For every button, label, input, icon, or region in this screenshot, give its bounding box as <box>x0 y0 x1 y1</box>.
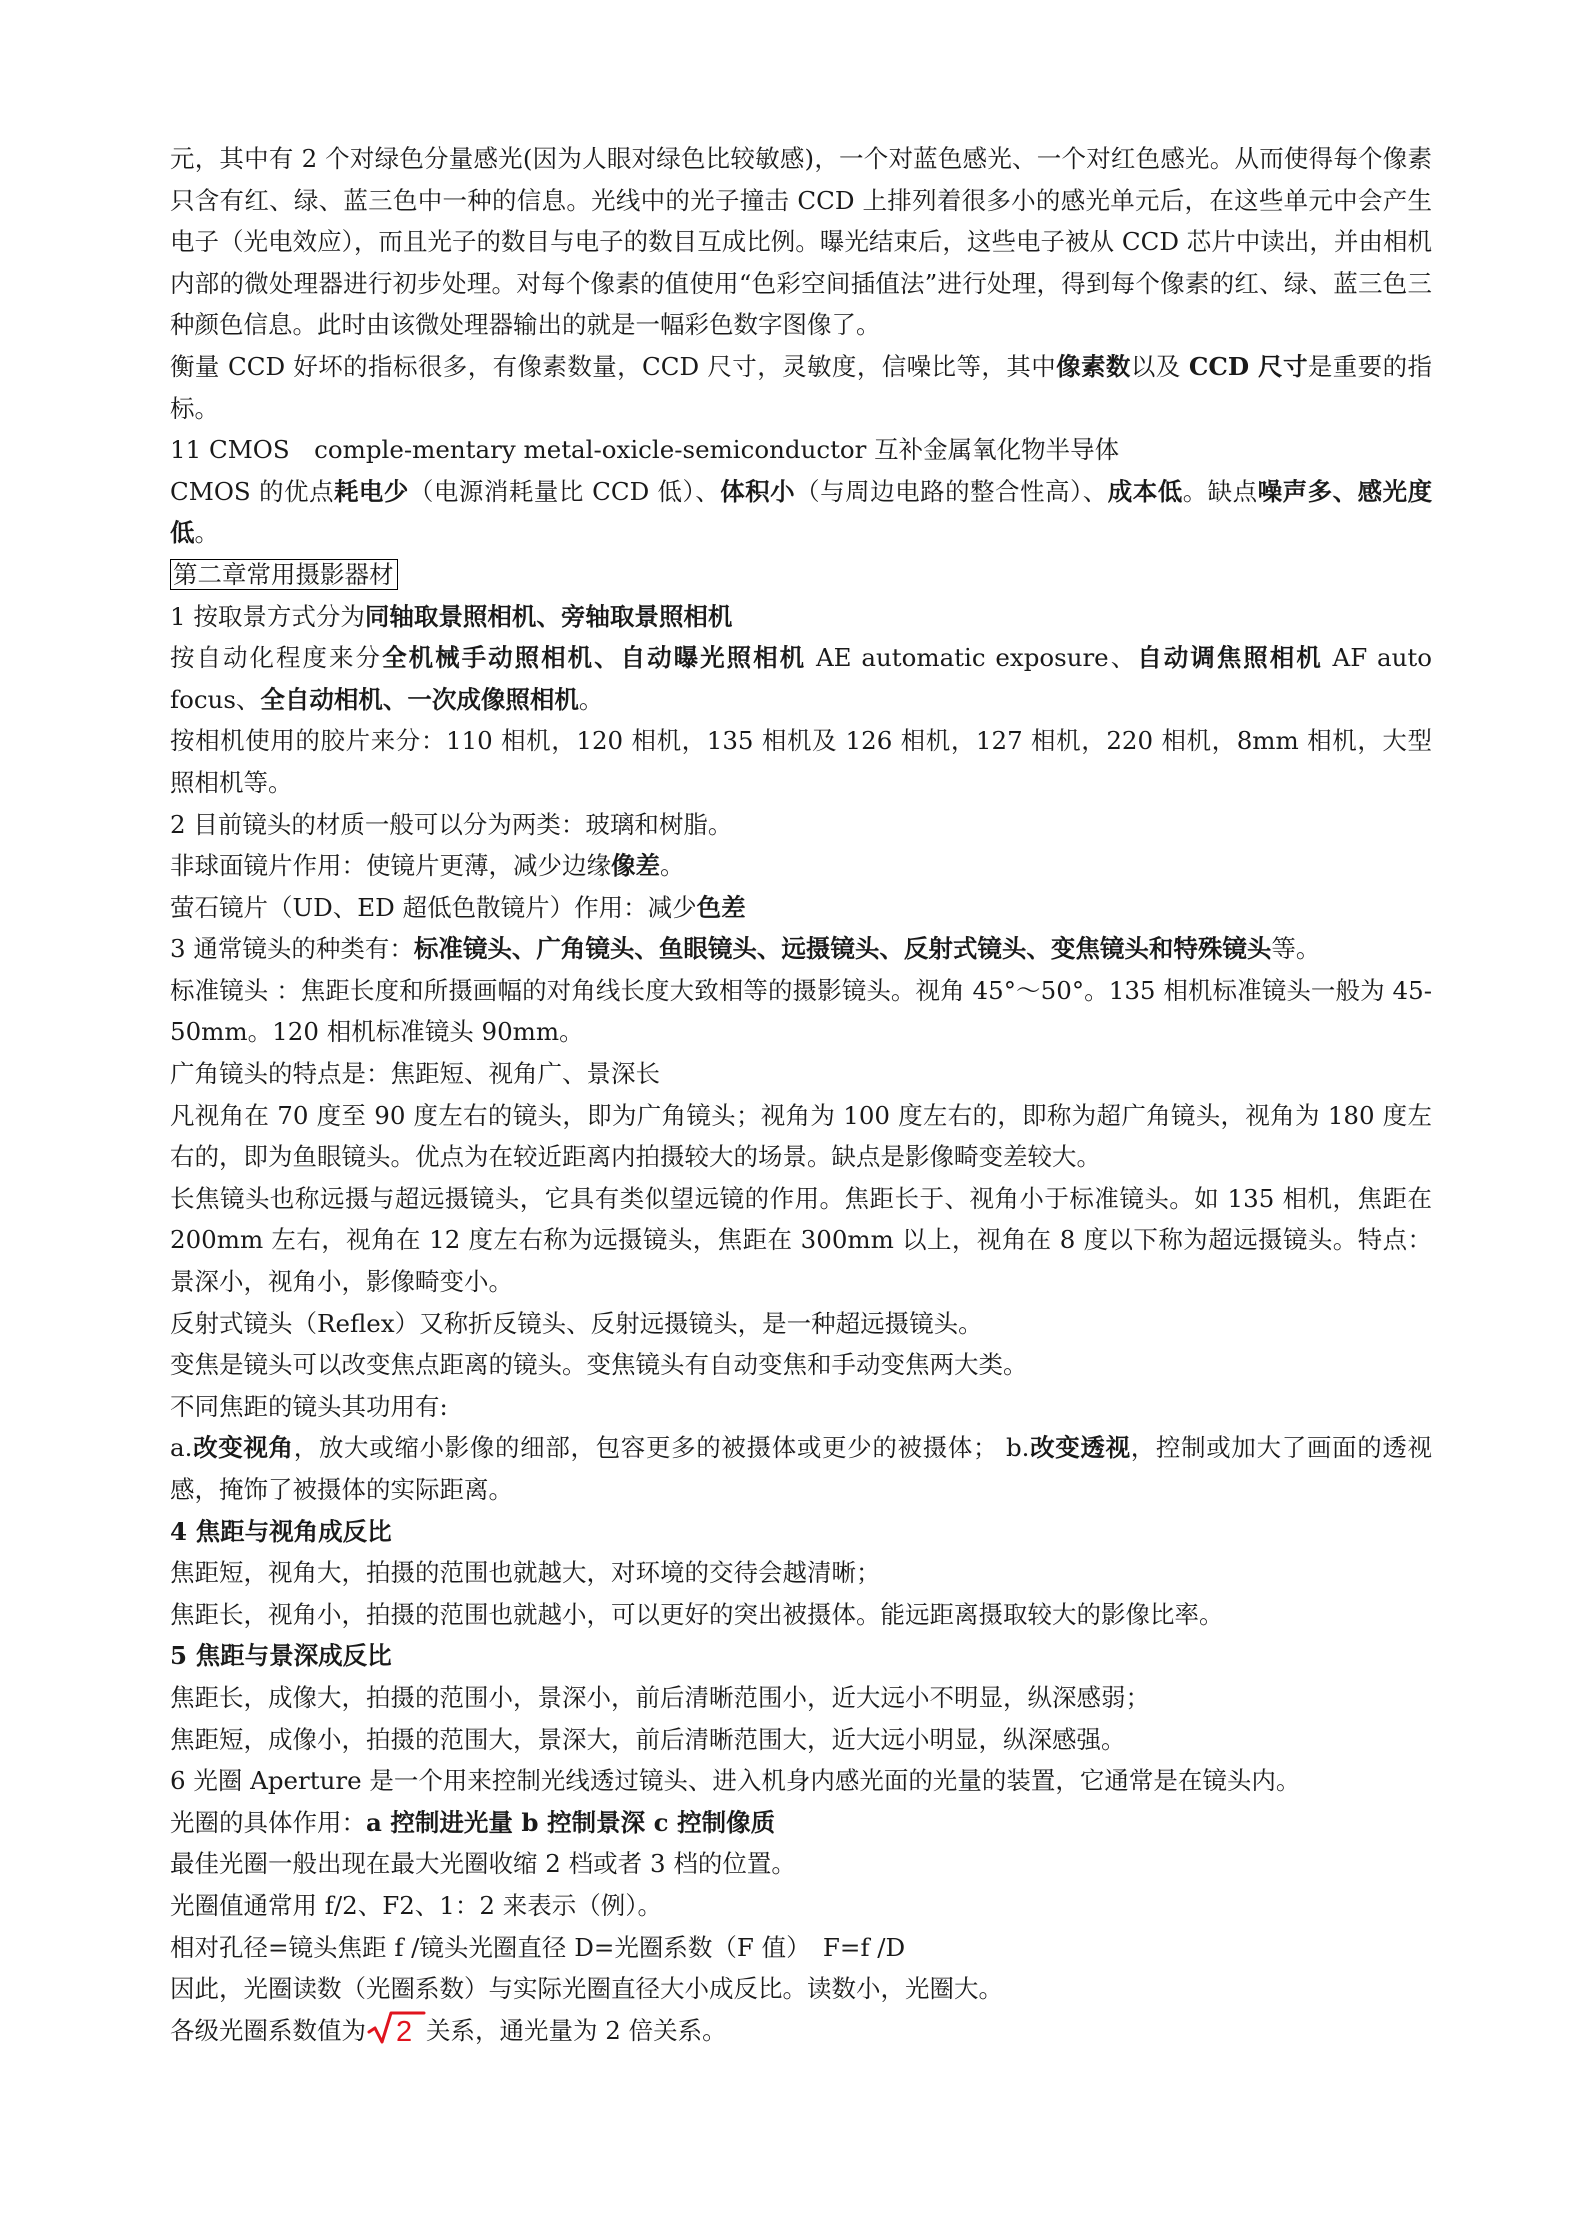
paragraph-aperture-functions: 光圈的具体作用：a 控制进光量 b 控制景深 c 控制像质 <box>170 1807 776 1837</box>
paragraph-reflex-lens: 反射式镜头（Reflex）又称折反镜头、反射远摄镜头，是一种超远摄镜头。 <box>170 1308 983 1338</box>
paragraph-long-focal-dof: 焦距长，成像大，拍摄的范围小，景深小，前后清晰范围小，近大远小不明显，纵深感弱； <box>170 1682 1150 1712</box>
chapter-title-box: 第二章常用摄影器材 <box>170 559 398 590</box>
paragraph-focal-length-uses: 不同焦距的镜头其功用有: <box>170 1391 448 1421</box>
paragraph-ccd-color-filter: 元，其中有 2 个对绿色分量感光(因为人眼对绿色比较敏感)，一个对蓝色感光、一个对红色感光。从而使得每个像素只含有红、绿、蓝三色中一种的信息。光线中的光子撞击 CCD 上排列着很多小的感光单元后，在这些单元中会产生电子（光电效应），而且光子的数目与电子的数目互成比例。曝光结束后，这些电子被从 CCD 芯片中读出，并由相机内部的微处理器进行初步处理。对每个像素的值使用“色彩空间插值法”进行处理，得到每个像素的红、绿、蓝三色三种颜色信息。此时由该微处理器输出的就是一幅彩色数字图像了。 <box>170 144 1432 340</box>
paragraph-ccd-metrics: 衡量 CCD 好坏的指标很多，有像素数量，CCD 尺寸，灵敏度，信噪比等，其中像素数以及 CCD 尺寸是重要的指标。 <box>170 351 1432 423</box>
paragraph-cmos-heading: 11 CMOS comple-mentary metal-oxicle-semiconductor 互补金属氧化物半导体 <box>170 435 1120 465</box>
paragraph-lens-material: 2 目前镜头的材质一般可以分为两类：玻璃和树脂。 <box>170 809 733 839</box>
paragraph-wide-angle-features: 广角镜头的特点是：焦距短、视角广、景深长 <box>170 1059 660 1089</box>
paragraph-long-focal: 焦距长，视角小，拍摄的范围也就越小，可以更好的突出被摄体。能远距离摄取较大的影像比率。 <box>170 1599 1224 1629</box>
paragraph-aperture-inverse: 因此，光圈读数（光圈系数）与实际光圈直径大小成反比。读数小，光圈大。 <box>170 1974 1003 2004</box>
paragraph-aperture-series: 各级光圈系数值为 2 关系，通光量为 2 倍关系。 <box>170 2010 1432 2052</box>
paragraph-optimal-aperture: 最佳光圈一般出现在最大光圈收缩 2 档或者 3 档的位置。 <box>170 1849 796 1879</box>
heading-focal-vs-dof: 5 焦距与景深成反比 <box>170 1641 392 1671</box>
paragraph-zoom-lens: 变焦是镜头可以改变焦点距离的镜头。变焦镜头有自动变焦和手动变焦两大类。 <box>170 1350 1028 1380</box>
chapter-title <box>170 554 1432 596</box>
paragraph-fluorite-lens: 萤石镜片（UD、ED 超低色散镜片）作用：减少色差 <box>170 892 746 922</box>
paragraph-lens-kinds: 3 通常镜头的种类有：标准镜头、广角镜头、鱼眼镜头、远摄镜头、反射式镜头、变焦镜头和特殊镜头等。 <box>170 934 1321 964</box>
document-page <box>170 138 1432 2051</box>
paragraph-standard-lens: 标准镜头 ：焦距长度和所摄画幅的对角线长度大致相等的摄影镜头。视角 45°～50°。135 相机标准镜头一般为 45-50mm。120 相机标准镜头 90mm。 <box>170 975 1432 1047</box>
paragraph-relative-aperture: 相对孔径=镜头焦距 f /镜头光圈直径 D=光圈系数（F 值） F=f /D <box>170 1932 906 1962</box>
paragraph-cmos-pros-cons: CMOS 的优点耗电少（电源消耗量比 CCD 低）、体积小（与周边电路的整合性高）、成本低。缺点噪声多、感光度低。 <box>170 476 1433 548</box>
paragraph-telephoto-lens: 长焦镜头也称远摄与超远摄镜头，它具有类似望远镜的作用。焦距长于、视角小于标准镜头。如 135 相机，焦距在 200mm 左右，视角在 12 度左右称为远摄镜头，焦距在 300mm 以上，视角在 8 度以下称为超远摄镜头。特点：景深小，视角小，影像畸变小。 <box>170 1183 1432 1297</box>
paragraph-uses-list: a.改变视角，放大或缩小影像的细部，包容更多的被摄体或更少的被摄体； b.改变透视，控制或加大了画面的透视感，掩饰了被摄体的实际距离。 <box>170 1433 1433 1504</box>
paragraph-aperture-notation: 光圈值通常用 f/2、F2、1：2 来表示（例）。 <box>170 1890 662 1920</box>
paragraph-short-focal-dof: 焦距短，成像小，拍摄的范围大，景深大，前后清晰范围大，近大远小明显，纵深感强。 <box>170 1724 1126 1754</box>
paragraph-film-types: 按相机使用的胶片来分：110 相机，120 相机，135 相机及 126 相机，127 相机，220 相机，8mm 相机，大型照相机等。 <box>170 726 1432 797</box>
sqrt-radicand: 2 <box>396 2015 413 2045</box>
paragraph-wide-angle-range: 凡视角在 70 度至 90 度左右的镜头，即为广角镜头；视角为 100 度左右的，即称为超广角镜头，视角为 180 度左右的，即为鱼眼镜头。优点为在较近距离内拍摄较大的场景。缺点是影像畸变差较大。 <box>170 1100 1432 1172</box>
paragraph-aperture-definition: 6 光圈 Aperture 是一个用来控制光线透过镜头、进入机身内感光面的光量的装置，它通常是在镜头内。 <box>170 1766 1301 1796</box>
paragraph-automation-types: 按自动化程度来分全机械手动照相机、自动曝光照相机 AE automatic exposure、自动调焦照相机 AF auto focus、全自动相机、一次成像照相机。 <box>170 643 1433 714</box>
sqrt-two-annotation <box>366 2011 426 2045</box>
paragraph-aspheric-lens: 非球面镜片作用：使镜片更薄，减少边缘像差。 <box>170 851 685 881</box>
paragraph-viewfinder-types: 1 按取景方式分为同轴取景照相机、旁轴取景照相机 <box>170 601 733 631</box>
paragraph-short-focal: 焦距短，视角大，拍摄的范围也就越大，对环境的交待会越清晰； <box>170 1558 881 1588</box>
heading-focal-vs-angle: 4 焦距与视角成反比 <box>170 1516 392 1546</box>
